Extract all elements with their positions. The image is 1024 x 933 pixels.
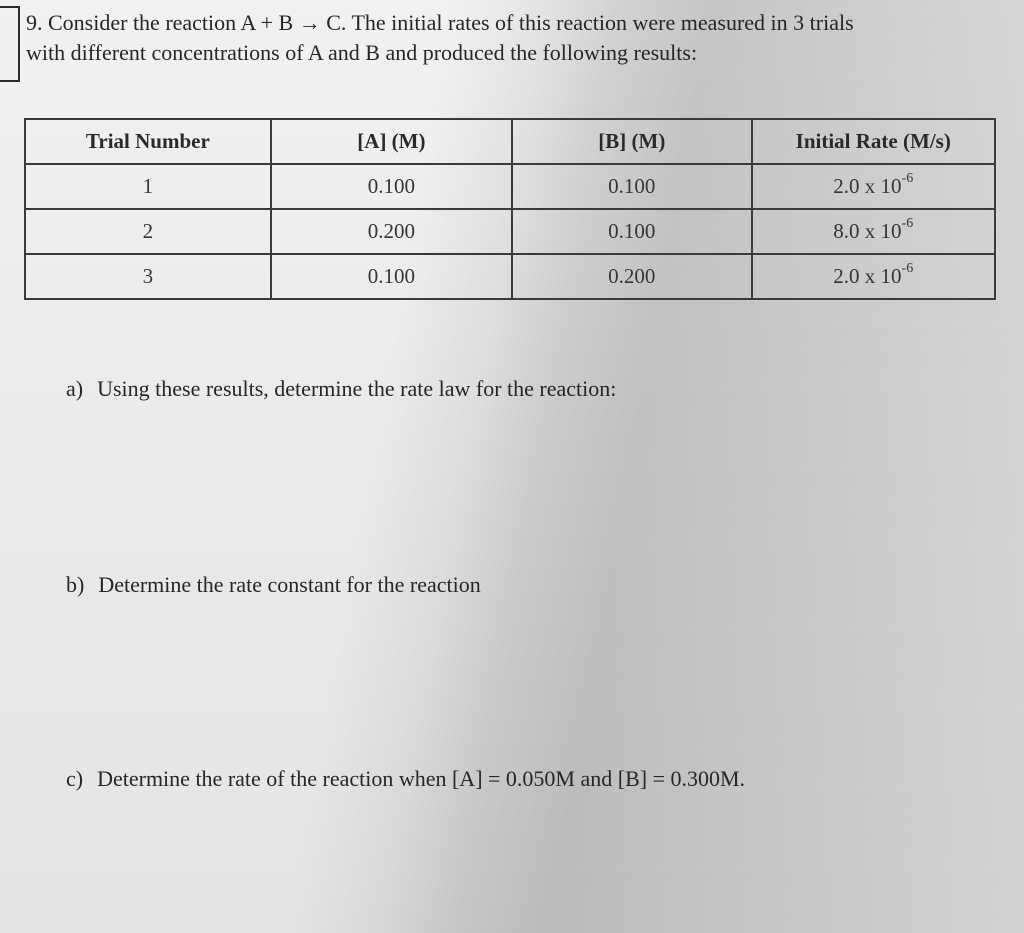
table-header-row — [25, 119, 995, 164]
part-c-letter: c) — [66, 766, 84, 791]
cell-trial: 2 — [25, 209, 271, 254]
cell-rate — [752, 209, 995, 254]
part-b-text: Determine the rate constant for the reaction — [98, 572, 481, 597]
question-prompt — [26, 8, 986, 68]
header-initial-rate: Initial Rate (M/s) — [752, 119, 995, 164]
question-line-2: with different concentrations of A and B and produced the following results: — [26, 40, 698, 65]
table-row — [25, 254, 995, 299]
question-line-1: 9. Consider the reaction A + B → C. The initial rates of this reaction were measured in 3 trials — [26, 10, 854, 35]
rate-exponent: -6 — [901, 171, 914, 186]
cell-conc-b: 0.200 — [512, 254, 751, 299]
cell-conc-a: 0.100 — [271, 254, 512, 299]
rate-exponent: -6 — [901, 216, 914, 231]
cell-trial: 1 — [25, 164, 271, 209]
header-conc-b: [B] (M) — [512, 119, 751, 164]
cell-rate — [752, 164, 995, 209]
results-table — [24, 118, 996, 300]
rate-base: 8.0 x 10 — [833, 219, 902, 243]
rate-base: 2.0 x 10 — [833, 264, 902, 288]
cell-conc-a: 0.100 — [271, 164, 512, 209]
part-a-prompt — [66, 376, 616, 402]
cell-conc-b: 0.100 — [512, 164, 751, 209]
part-c-text: Determine the rate of the reaction when [A] = 0.050M and [B] = 0.300M. — [97, 766, 746, 791]
rate-exponent: -6 — [901, 261, 914, 276]
header-conc-a: [A] (M) — [271, 119, 512, 164]
part-a-text: Using these results, determine the rate law for the reaction: — [97, 376, 617, 401]
margin-bracket — [0, 6, 20, 82]
part-b-letter: b) — [66, 572, 85, 597]
part-c-prompt — [66, 766, 745, 792]
cell-conc-b: 0.100 — [512, 209, 751, 254]
header-trial-number: Trial Number — [25, 119, 271, 164]
table-row — [25, 209, 995, 254]
rate-base: 2.0 x 10 — [833, 174, 902, 198]
part-a-letter: a) — [66, 376, 84, 401]
part-b-prompt — [66, 572, 481, 598]
cell-trial: 3 — [25, 254, 271, 299]
cell-conc-a: 0.200 — [271, 209, 512, 254]
cell-rate — [752, 254, 995, 299]
table-row — [25, 164, 995, 209]
